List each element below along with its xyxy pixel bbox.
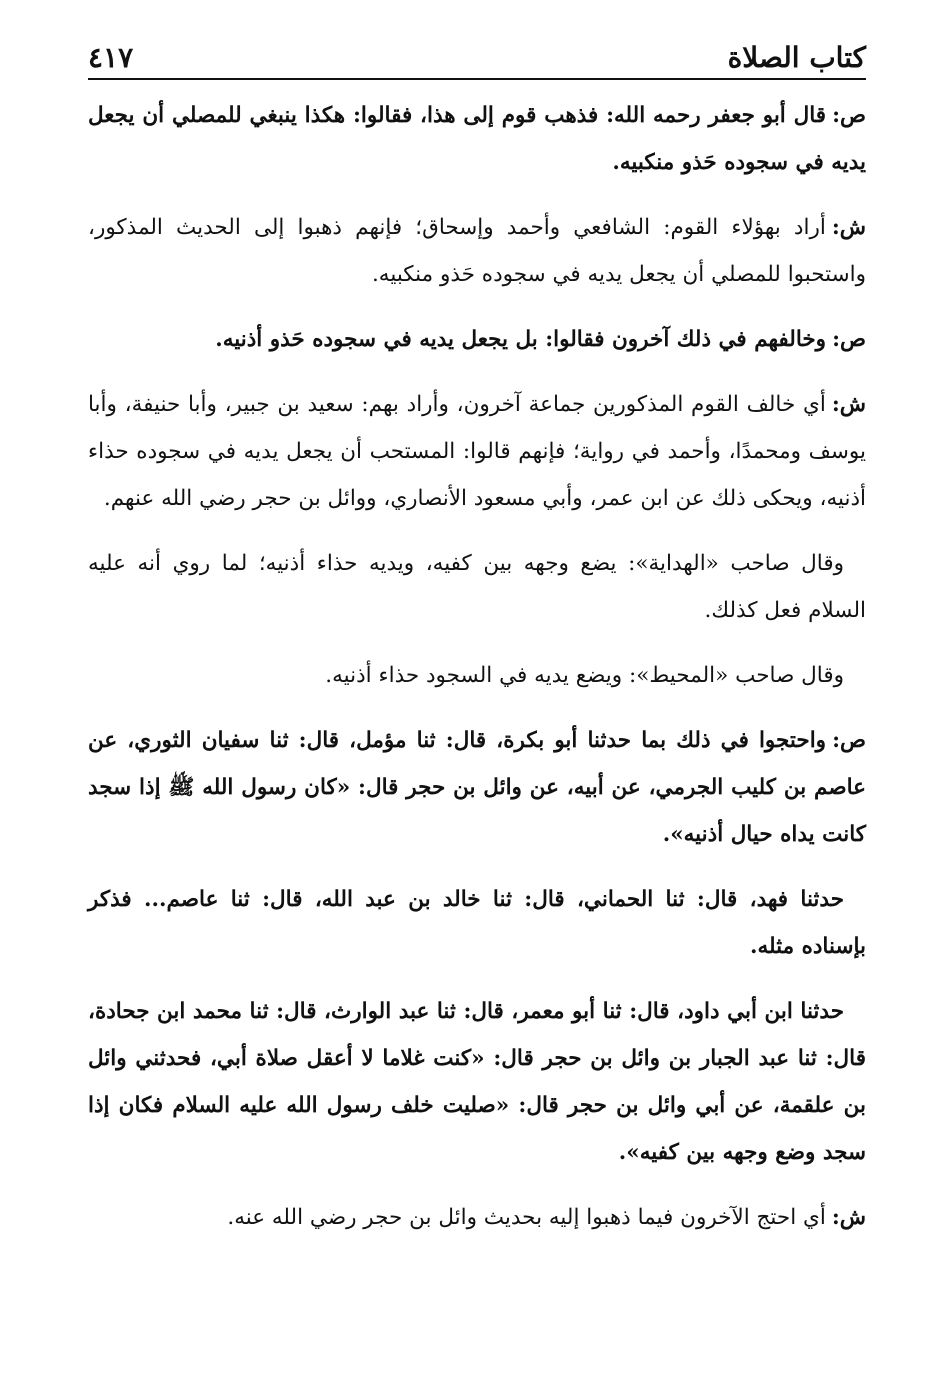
paragraph [88,316,866,363]
paragraph-label: ص: [832,103,866,128]
paragraph-text: حدثنا ابن أبي داود، قال: ثنا أبو معمر، قال: ثنا عبد الوارث، قال: ثنا محمد ابن جحادة، قال: ثنا عبد الجبار بن وائل بن حجر قال: «كنت غلاما لا أعقل صلاة أبي، فحدثني وائل بن علقمة، عن أبي وائل بن حجر قال: «صليت خلف رسول الله عليه السلام فكان إذا سجد وضع وجهه بين كفيه». [88,999,866,1165]
paragraph [88,988,866,1176]
paragraph [88,204,866,298]
paragraph-text: أي خالف القوم المذكورين جماعة آخرون، وأراد بهم: سعيد بن جبير، وأبا حنيفة، وأبا يوسف ومحمدًا، وأحمد في رواية؛ فإنهم قالوا: المستحب أن يجعل يديه في سجوده حذاء أذنيه، ويحكى ذلك عن ابن عمر، وأبي مسعود الأنصاري، ووائل بن حجر رضي الله عنهم. [88,392,866,511]
paragraph-text: وقال صاحب «المحيط»: ويضع يديه في السجود حذاء أذنيه. [325,663,844,688]
paragraph-text: وقال صاحب «الهداية»: يضع وجهه بين كفيه، ويديه حذاء أذنيه؛ لما روي أنه عليه السلام فعل كذلك. [88,551,866,623]
paragraph [88,1194,866,1241]
paragraph-text: وخالفهم في ذلك آخرون فقالوا: بل يجعل يديه في سجوده حَذو أذنيه. [215,327,827,352]
page-number: ٤١٧ [88,41,134,74]
page-header [88,28,866,80]
page [88,28,866,1259]
paragraph-label: ص: [832,327,866,352]
page-body [88,92,866,1241]
running-title: كتاب الصلاة [727,41,866,74]
paragraph [88,876,866,970]
paragraph [88,540,866,634]
paragraph-text: واحتجوا في ذلك بما حدثنا أبو بكرة، قال: ثنا مؤمل، قال: ثنا سفيان الثوري، عن عاصم بن كليب الجرمي، عن أبيه، عن وائل بن حجر قال: «كان رسول الله ﷺ إذا سجد كانت يداه حيال أذنيه». [88,728,866,847]
paragraph-label: ش: [831,1205,866,1230]
paragraph-label: ش: [831,215,866,240]
paragraph-label: ش: [831,392,866,417]
paragraph-text: قال أبو جعفر رحمه الله: فذهب قوم إلى هذا، فقالوا: هكذا ينبغي للمصلي أن يجعل يديه في سجوده حَذو منكبيه. [88,103,866,175]
paragraph [88,92,866,186]
paragraph-text: حدثنا فهد، قال: ثنا الحماني، قال: ثنا خالد بن عبد الله، قال: ثنا عاصم... فذكر بإسناده مثله. [88,887,866,959]
paragraph-text: أي احتج الآخرون فيما ذهبوا إليه بحديث وائل بن حجر رضي الله عنه. [227,1205,826,1230]
paragraph [88,652,866,699]
paragraph-label: ص: [832,728,866,753]
paragraph [88,717,866,858]
paragraph-text: أراد بهؤلاء القوم: الشافعي وأحمد وإسحاق؛ فإنهم ذهبوا إلى الحديث المذكور، واستحبوا للمصلي أن يجعل يديه في سجوده حَذو منكبيه. [88,215,866,287]
paragraph [88,381,866,522]
